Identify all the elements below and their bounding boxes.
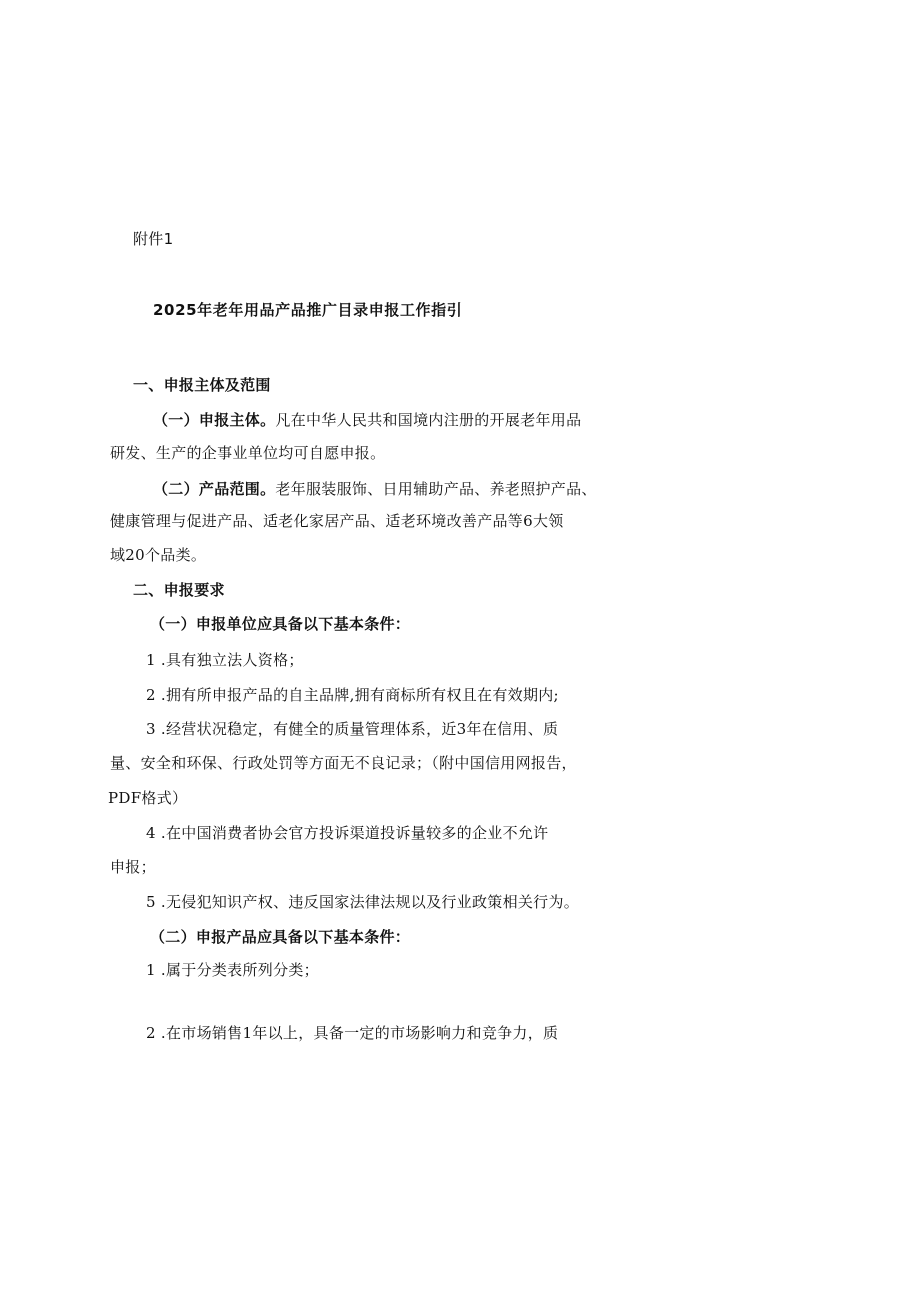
section2-sub2-heading: （二）申报产品应具备以下基本条件： [150,928,411,946]
section1-item2 [153,479,597,499]
requirement-item-4: 4 .在中国消费者协会官方投诉渠道投诉量较多的企业不允许 [146,824,549,842]
requirement-item-2: 2 .拥有所申报产品的自主品牌,拥有商标所有权且在有效期内; [146,686,559,704]
requirement-item-5: 5 .无侵犯知识产权、违反国家法律法规以及行业政策相关行为。 [146,893,580,911]
section1-item2-text: 老年服装服饰、日用辅助产品、养老照护产品、 [275,480,597,498]
section1-heading: 一、申报主体及范围 [133,376,271,394]
section1-item2-line2: 健康管理与促进产品、适老化家居产品、适老环境改善产品等6大领 [110,512,564,530]
section1-item1 [153,410,581,430]
section1-item1-text: 凡在中华人民共和国境内注册的开展老年用品 [275,411,582,429]
section1-item2-line3: 域20个品类。 [110,546,207,564]
document-title: 2025年老年用品产品推广目录申报工作指引 [153,301,463,319]
product-requirement-item-2: 2 .在市场销售1年以上，具备一定的市场影响力和竞争力，质 [146,1024,559,1042]
product-requirement-item-1: 1 .属于分类表所列分类； [146,961,319,979]
requirement-item-3-line2: 量、安全和环保、行政处罚等方面无不良记录；（附中国信用网报告， [110,754,577,772]
requirement-item-3-line3: PDF格式） [108,789,188,807]
section1-item1-label: （一）申报主体。 [153,411,276,429]
requirement-item-3: 3 .经营状况稳定，有健全的质量管理体系，近3年在信用、质 [146,720,559,738]
requirement-item-4-line2: 申报； [110,858,156,876]
section1-item1-line2: 研发、生产的企事业单位均可自愿申报。 [110,444,386,462]
requirement-item-1: 1 .具有独立法人资格； [146,651,304,669]
attachment-label: 附件1 [133,230,174,248]
section2-heading: 二、申报要求 [133,581,225,599]
section2-sub1-heading: （一）申报单位应具备以下基本条件： [150,615,411,633]
section1-item2-label: （二）产品范围。 [153,480,276,498]
